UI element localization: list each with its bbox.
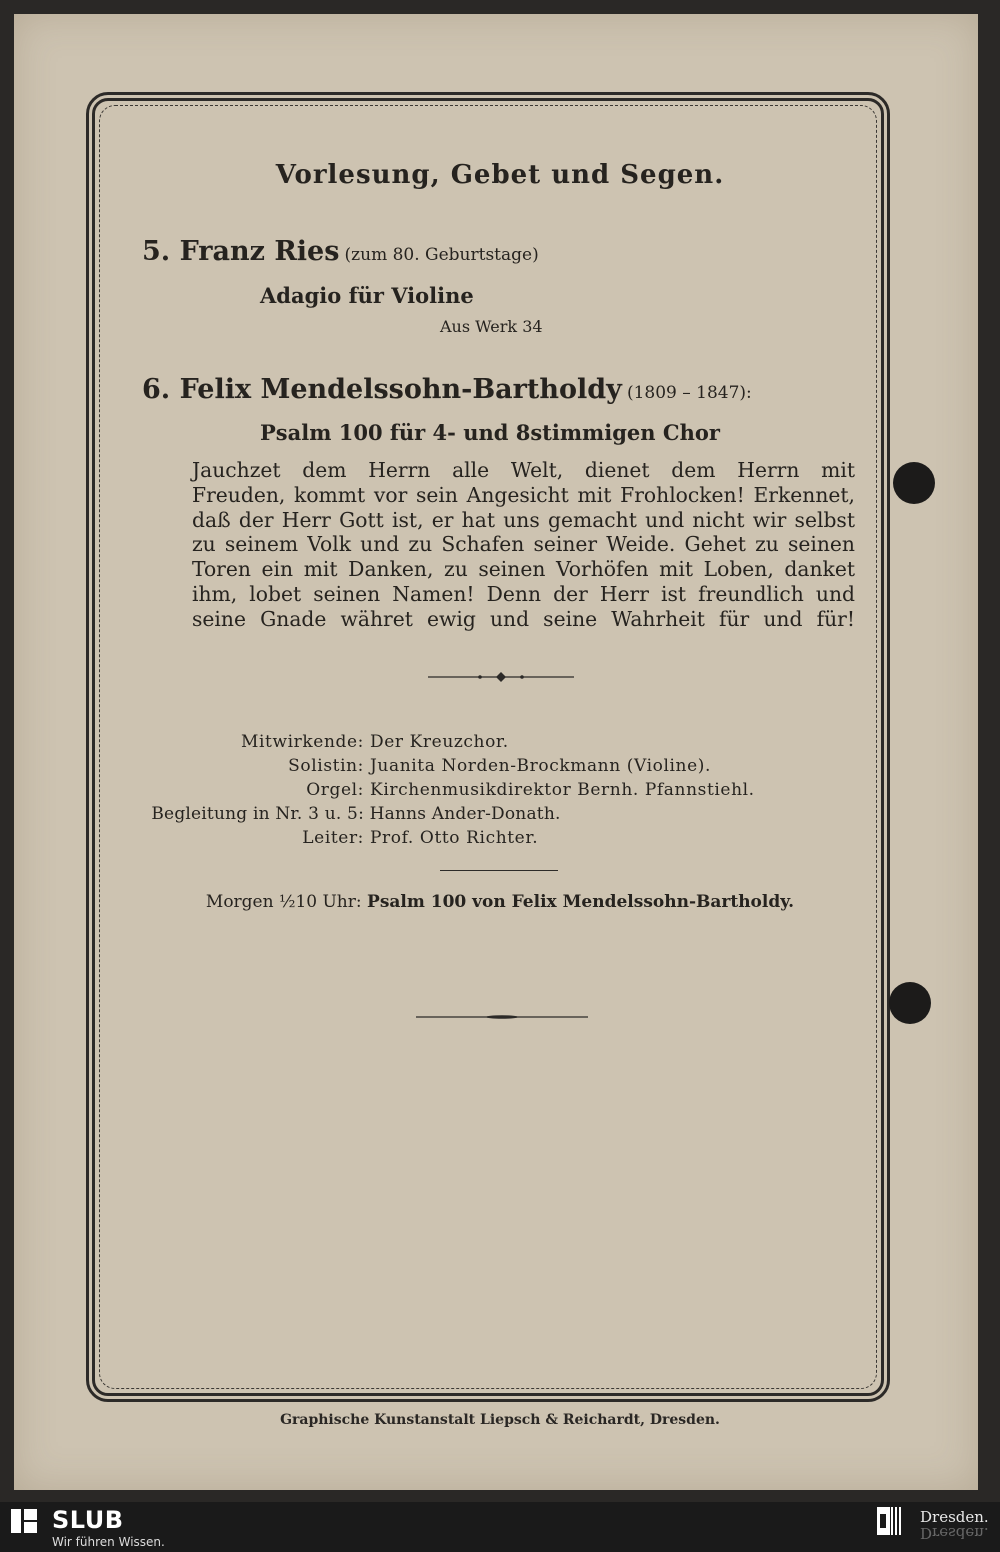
credit-value: Kirchenmusikdirektor Bernh. Pfannstiehl. [370,780,755,800]
announcement-text: Psalm 100 von Felix Mendelssohn-Bartholdy. [367,892,795,912]
divider-rule [440,870,558,871]
credit-label: Solistin: [288,756,364,776]
item5-opus: Aus Werk 34 [440,317,543,336]
item5-note: (zum 80. Geburtstage) [344,245,539,265]
printer-imprint: Graphische Kunstanstalt Liepsch & Reichardt, Dresden. [280,1412,720,1428]
footer-bar [0,1502,1000,1552]
credit-row [142,780,755,800]
credit-value: Juanita Norden-Brockmann (Violine). [370,756,711,776]
item5-work: Adagio für Violine [260,283,474,308]
psalm-line: Freuden, kommt vor sein Angesicht mit Frohlocken! Erkennet, [192,482,855,507]
dresden-partner[interactable]: Dresden. [920,1508,989,1526]
slub-brand[interactable]: SLUB [52,1506,124,1534]
slub-logo-icon [10,1508,38,1534]
credit-row [142,804,561,824]
psalm-line: seine Gnade währet ewig und seine Wahrheit für und für! [192,606,855,631]
dresden-partner-reflection: Dresden. [920,1524,989,1542]
credit-row [142,732,509,752]
item6-header [142,374,752,405]
credit-label: Mitwirkende: [241,732,364,752]
announcement [0,892,1000,912]
credit-value: Der Kreuzchor. [370,732,509,752]
credit-value: Prof. Otto Richter. [370,828,539,848]
dresden-crest-icon [876,1506,904,1536]
bottom-ornament [416,1012,588,1022]
item6-composer: 6. Felix Mendelssohn-Bartholdy [142,374,622,405]
punch-hole-top [893,462,935,504]
announcement-time: Morgen ½10 Uhr: [205,892,362,912]
credit-label: Leiter: [302,828,364,848]
credit-label: Begleitung in Nr. 3 u. 5: [151,804,364,824]
item6-work: Psalm 100 für 4- und 8stimmigen Chor [260,420,720,445]
psalm-line: daß der Herr Gott ist, er hat uns gemacht und nicht wir selbst [192,507,855,532]
psalm-line: Toren ein mit Danken, zu seinen Vorhöfen mit Loben, danket [192,557,855,582]
slub-tagline: Wir führen Wissen. [52,1535,165,1549]
credit-label: Orgel: [306,780,364,800]
psalm-text [192,458,855,632]
punch-hole-bottom [889,982,931,1024]
item6-dates: (1809 – 1847): [626,383,752,403]
psalm-line: zu seinem Volk und zu Schafen seiner Weide. Gehet zu seinen [192,532,855,557]
item5-header [142,236,539,267]
credit-value: Hanns Ander-Donath. [369,804,561,824]
credit-row [142,828,538,848]
psalm-line: ihm, lobet seinen Namen! Denn der Herr ist freundlich und [192,581,855,606]
section-heading: Vorlesung, Gebet und Segen. [275,160,725,190]
item5-composer: 5. Franz Ries [142,236,340,267]
credit-row [142,756,711,776]
divider-ornament [428,670,574,684]
psalm-line: Jauchzet dem Herrn alle Welt, dienet dem Herrn mit [192,458,855,482]
